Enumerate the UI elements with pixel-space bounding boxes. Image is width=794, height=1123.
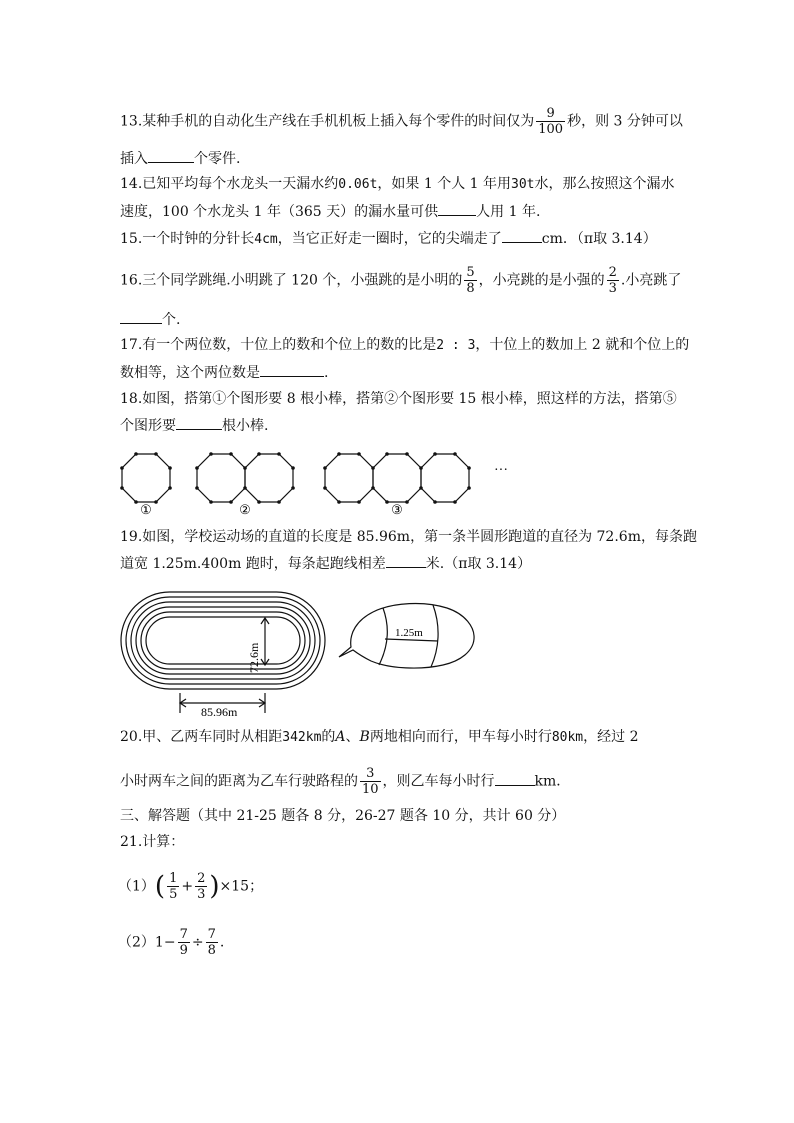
figure-label-1: ① xyxy=(140,502,152,517)
diameter-label: 72.6m xyxy=(247,642,261,673)
frac-denominator: 3 xyxy=(608,281,617,296)
frac-denominator: 9 xyxy=(179,943,188,958)
q14-pre: 14.已知平均每个水龙头一天漏水约 xyxy=(120,176,339,192)
q14-mid: ，如果 1 个人 1 年用 xyxy=(377,176,512,192)
frac-denominator: 100 xyxy=(538,122,564,137)
octagon-figures xyxy=(110,442,530,520)
q15-post: cm．（π取 3.14） xyxy=(541,231,657,247)
q15-value: 4cm xyxy=(254,232,278,247)
q20-mid2: 、 xyxy=(345,729,360,745)
answer-blank-13[interactable] xyxy=(148,148,194,163)
q18-line2-pre: 个图形要 xyxy=(120,418,176,434)
q20-line2-pre: 小时两车之间的距离为乙车行驶路程的 xyxy=(120,773,358,790)
q20-point-b: B xyxy=(359,729,370,745)
frac-numerator: 7 xyxy=(179,927,188,942)
q21-p2-fraction-2 xyxy=(206,927,218,958)
q16-line2-post: 个. xyxy=(162,312,181,328)
answer-blank-18[interactable] xyxy=(176,415,222,430)
octagon-fig1 xyxy=(122,454,170,502)
section-3-title: 三、解答题（其中 21-25 题各 8 分，26-27 题各 10 分，共计 60 分） xyxy=(120,808,566,824)
q14-value-1: 0.06t xyxy=(338,177,378,192)
track-lanes xyxy=(121,592,474,713)
q20-pre: 20.甲、乙两车同时从相距 xyxy=(120,729,283,745)
q21-p1-label: （1） xyxy=(118,878,155,895)
q20-line2-mid: ，则乙车每小时行 xyxy=(382,773,495,790)
question-20-line1 xyxy=(120,727,639,748)
divide-sign: ÷ xyxy=(191,934,204,951)
question-21-part-1 xyxy=(118,871,263,902)
question-21-part-2 xyxy=(118,927,224,958)
q17-line2-post: . xyxy=(324,365,329,381)
q15-mid: ，当它正好走一圈时，它的尖端走了 xyxy=(277,231,502,247)
straight-length-label: 85.96m xyxy=(201,705,238,719)
q14-value-2: 30t xyxy=(511,177,535,192)
octagon-fig3a xyxy=(325,454,373,502)
q21-p2-label: （2） xyxy=(118,934,155,951)
question-13-line2 xyxy=(120,148,240,169)
q13-text-post: 秒，则 3 分钟可以 xyxy=(567,113,683,130)
frac-denominator: 3 xyxy=(197,887,206,902)
question-15 xyxy=(120,228,657,250)
q21-p1-post: ×15； xyxy=(219,878,264,895)
answer-blank-15[interactable] xyxy=(502,228,542,243)
frac-denominator: 8 xyxy=(207,943,216,958)
q20-post: ，经过 2 xyxy=(583,729,639,745)
frac-numerator: 2 xyxy=(197,871,206,886)
running-track-diagram xyxy=(115,585,485,720)
q14-line2-pre: 速度，100 个水龙头 1 年（365 天）的漏水量可供 xyxy=(120,204,439,220)
answer-blank-17[interactable] xyxy=(260,362,324,377)
frac-denominator: 10 xyxy=(362,782,379,797)
q16-fraction-2 xyxy=(607,265,619,296)
q20-distance: 342km xyxy=(282,730,322,745)
q20-point-a: A xyxy=(335,729,346,745)
frac-numerator: 3 xyxy=(366,766,375,781)
question-14-line2 xyxy=(120,201,540,222)
question-18-line2 xyxy=(120,415,268,436)
q15-pre: 15.一个时钟的分针长 xyxy=(120,231,255,247)
q13-fraction xyxy=(536,106,565,137)
q16-post: .小亮跳了 xyxy=(620,272,682,289)
q21-p2-fraction-1 xyxy=(178,927,190,958)
octagon-fig2b xyxy=(245,454,293,502)
frac-numerator: 2 xyxy=(608,265,617,280)
lane-width-divider xyxy=(385,639,438,641)
figure-label-3: ③ xyxy=(391,502,403,517)
answer-blank-16[interactable] xyxy=(120,309,162,324)
figure-label-2: ② xyxy=(239,502,251,517)
octagon-fig2a xyxy=(197,454,245,502)
q19-line2-pre: 道宽 1.25m.400m 跑时，每条起跑线相差 xyxy=(120,556,386,572)
q17-post: ，十位上的数加上 2 就和个位上的 xyxy=(475,337,690,353)
q20-speed: 80km xyxy=(551,730,584,745)
lane-line-left xyxy=(379,608,387,665)
frac-numerator: 1 xyxy=(169,871,178,886)
question-17-line1 xyxy=(120,335,689,356)
q19-text: 19.如图，学校运动场的直道的长度是 85.96m，第一条半圆形跑道的直径为 72.6m，每条跑 xyxy=(120,529,697,545)
answer-blank-14[interactable] xyxy=(438,201,476,216)
q21-p2-post: . xyxy=(219,934,225,951)
q21-p2-one-minus: 1− xyxy=(154,934,176,951)
question-18-line1 xyxy=(120,389,677,409)
frac-numerator: 7 xyxy=(207,927,216,942)
figure-ellipsis: ··· xyxy=(494,463,508,478)
question-14-line1 xyxy=(120,174,675,195)
octagon-fig3b xyxy=(373,454,421,502)
octagon-fig3c xyxy=(421,454,469,502)
frac-numerator: 9 xyxy=(546,106,555,121)
octagon-vertex-dots xyxy=(120,452,471,504)
question-13-line1 xyxy=(120,106,683,137)
q21-p1-fraction-1 xyxy=(167,871,179,902)
frac-numerator: 5 xyxy=(466,265,475,280)
question-17-line2 xyxy=(120,362,328,383)
q14-post: 水，那么按照这个漏水 xyxy=(534,176,675,192)
answer-blank-19[interactable] xyxy=(386,553,426,568)
question-16-line2 xyxy=(120,309,180,330)
q17-line2-pre: 数相等，这个两位数是 xyxy=(120,365,260,381)
q16-mid: ，小亮跳的是小强的 xyxy=(478,272,605,289)
q18-text: 18.如图，搭第①个图形要 8 根小棒，搭第②个图形要 15 根小棒，照这样的方法，搭第⑤ xyxy=(120,391,677,407)
question-19-line2 xyxy=(120,553,531,574)
frac-denominator: 5 xyxy=(169,887,178,902)
q20-mid3: 两地相向而行，甲车每小时行 xyxy=(369,729,552,745)
plus-sign: + xyxy=(181,878,194,895)
q18-line2-post: 根小棒. xyxy=(222,418,269,434)
q21-p1-fraction-2 xyxy=(195,871,207,902)
close-paren: ) xyxy=(209,871,220,902)
q17-ratio: 2 : 3 xyxy=(436,338,476,353)
section-3-heading xyxy=(120,806,565,826)
open-paren: ( xyxy=(154,871,166,902)
q21-title: 21.计算： xyxy=(120,834,185,850)
q16-pre: 16.三个同学跳绳.小明跳了 120 个，小强跳的是小明的 xyxy=(120,272,463,289)
q20-line2-post: km． xyxy=(534,773,571,790)
question-21-title xyxy=(120,832,184,852)
q20-fraction xyxy=(360,766,381,797)
question-16-line1 xyxy=(120,265,681,296)
q20-mid1: 的 xyxy=(321,729,336,745)
question-20-line2 xyxy=(120,766,570,797)
q19-line2-post: 米.（π取 3.14） xyxy=(425,556,532,572)
q13-text-pre: 13.某种手机的自动化生产线在手机机板上插入每个零件的时间仅为 xyxy=(120,113,535,130)
q17-pre: 17.有一个两位数，十位上的数和个位上的数的比是 xyxy=(120,337,437,353)
lane-width-label: 1.25m xyxy=(395,627,423,639)
q13-line2-post: 个零件. xyxy=(194,151,241,167)
q14-line2-post: 人用 1 年. xyxy=(476,204,541,220)
lane-line-right xyxy=(431,605,438,667)
question-19-line1 xyxy=(120,527,697,547)
q16-fraction-1 xyxy=(464,265,476,296)
frac-denominator: 8 xyxy=(466,281,475,296)
answer-blank-20[interactable] xyxy=(495,771,535,786)
q13-line2-pre: 插入 xyxy=(120,151,148,167)
